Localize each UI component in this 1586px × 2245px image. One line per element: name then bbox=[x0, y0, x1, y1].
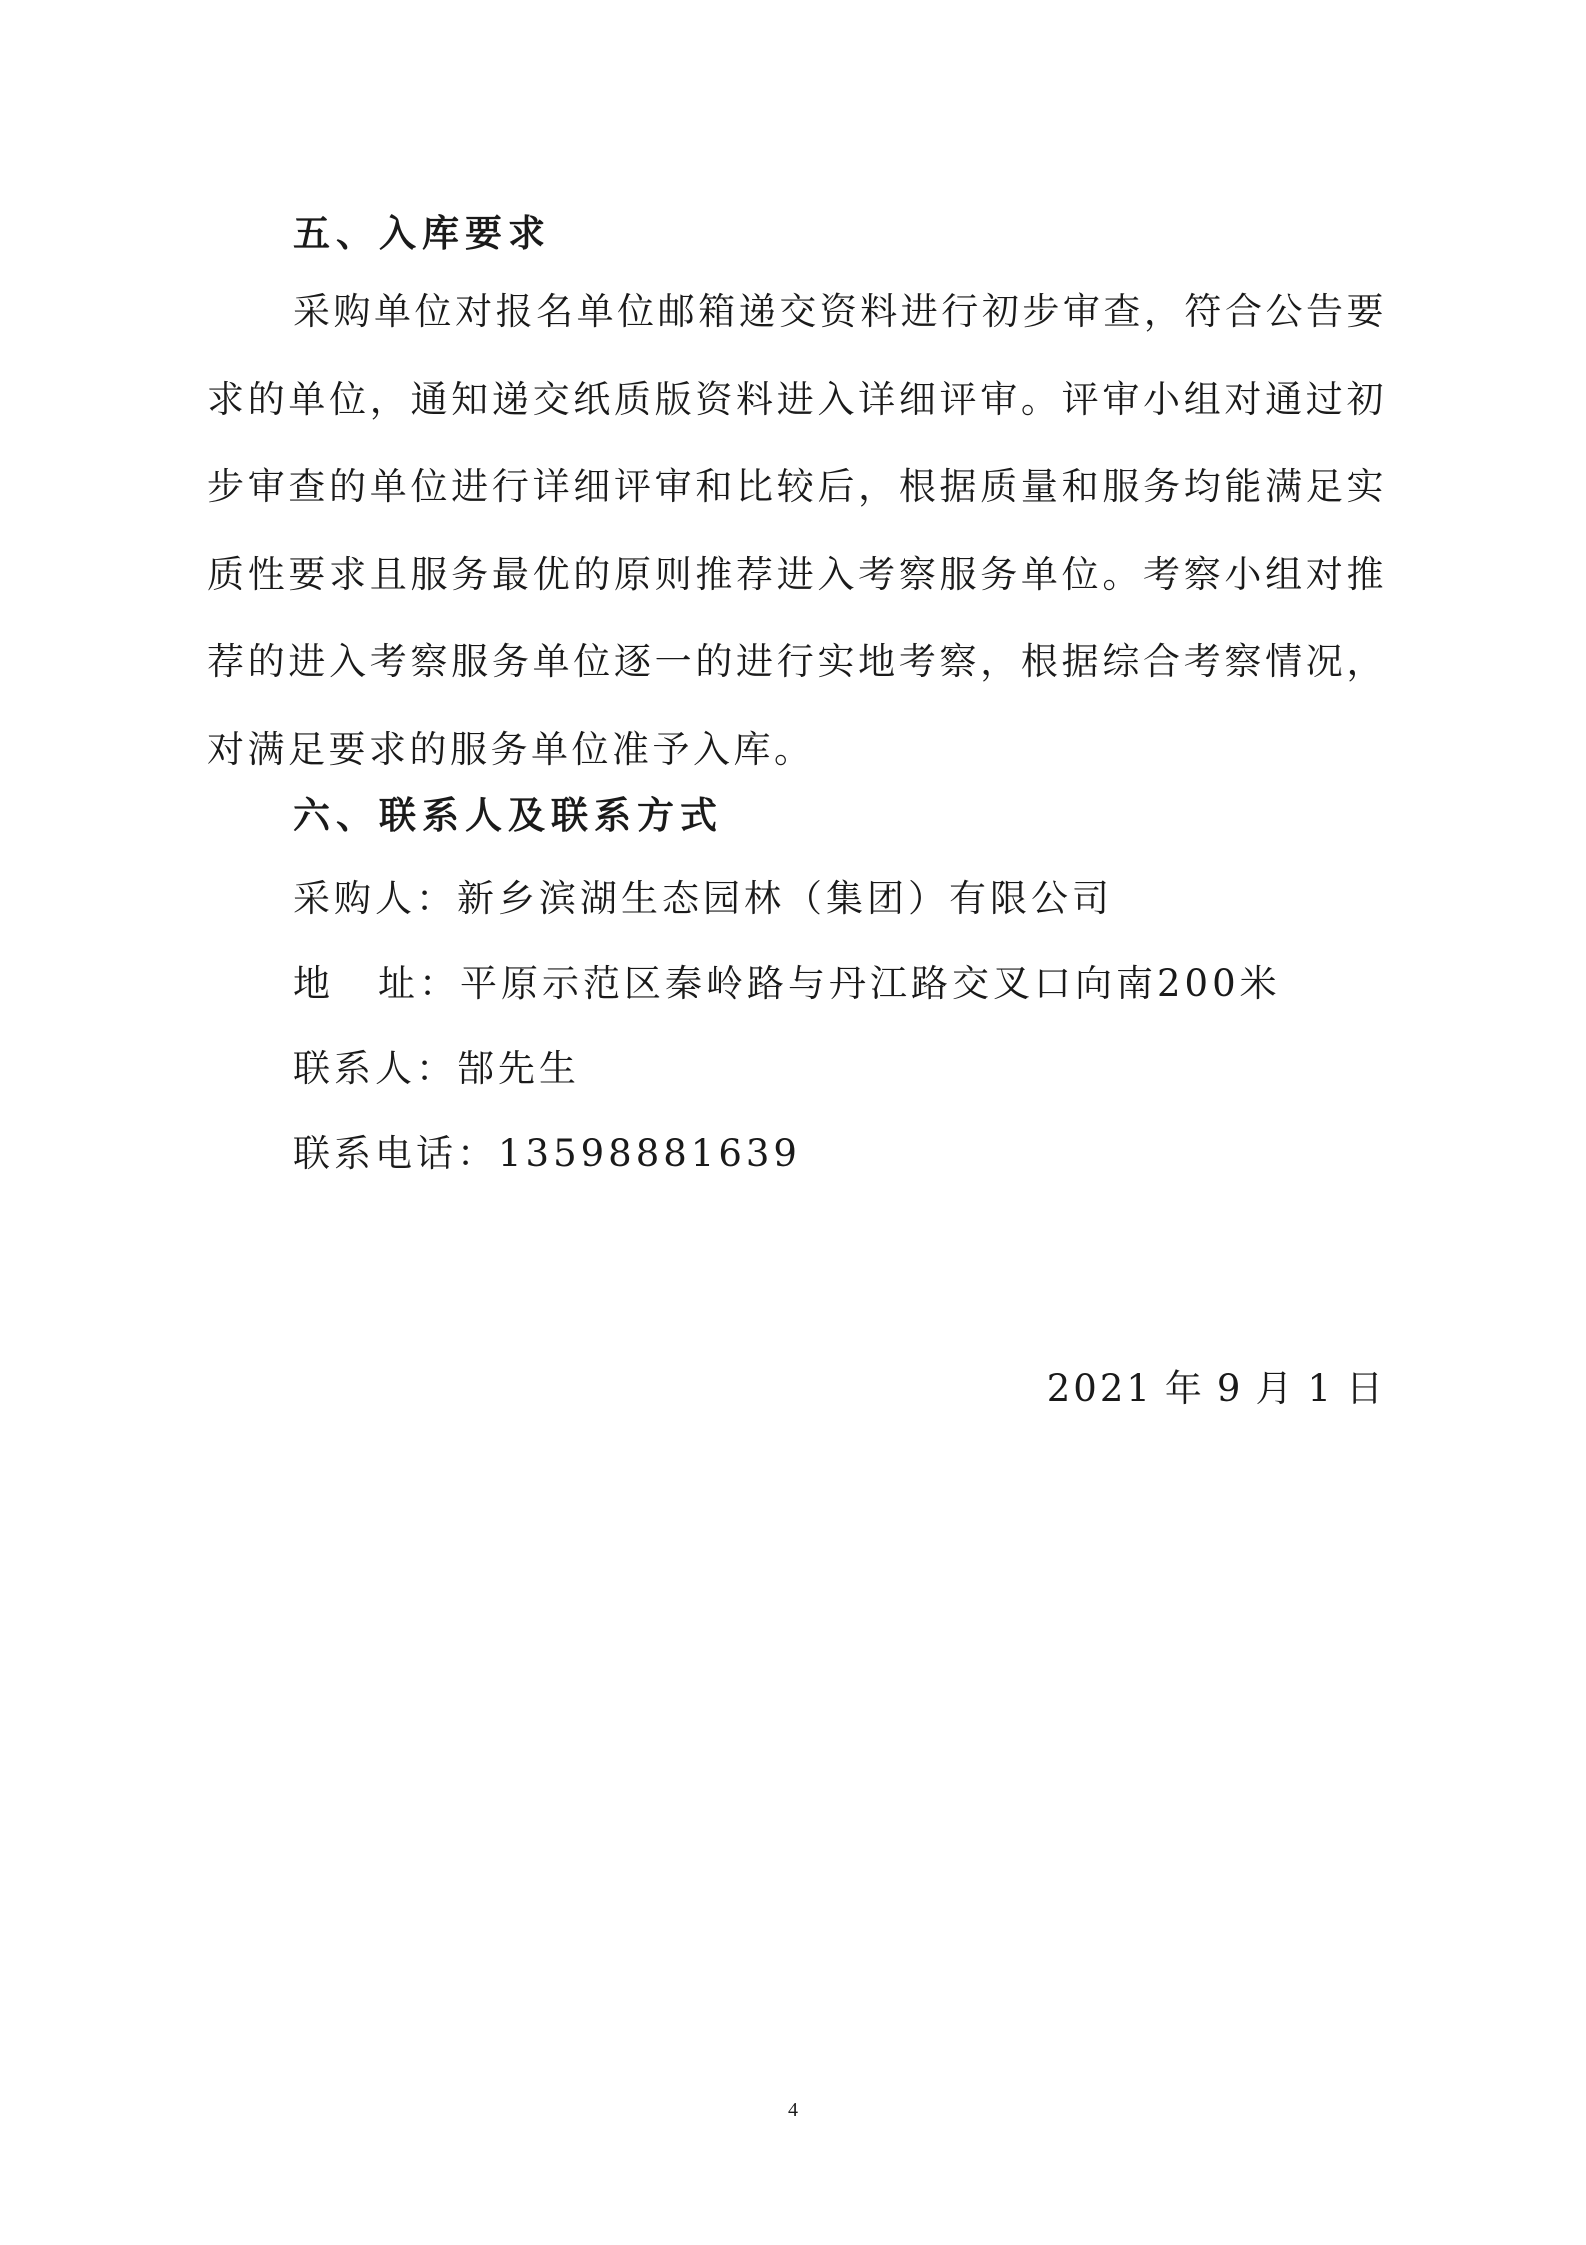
address-label-part-b: 址： bbox=[378, 962, 460, 1005]
address-label bbox=[293, 962, 460, 1005]
purchaser-label: 采购人： bbox=[293, 877, 457, 920]
phone-value: 13598881639 bbox=[498, 1132, 801, 1175]
address-line bbox=[293, 962, 1281, 1005]
purchaser-value: 新乡滨湖生态园林（集团）有限公司 bbox=[457, 877, 1113, 920]
date-day-unit: 日 bbox=[1346, 1367, 1386, 1410]
contact-person-value: 郜先生 bbox=[457, 1047, 580, 1090]
page-number: 4 bbox=[788, 2099, 798, 2121]
date-year: 2021 bbox=[1046, 1367, 1153, 1410]
section-heading-requirements: 五、入库要求 bbox=[293, 211, 551, 255]
address-label-part-a: 地 bbox=[293, 962, 334, 1005]
document-date bbox=[1046, 1367, 1386, 1410]
section-heading-contacts: 六、联系人及联系方式 bbox=[293, 793, 723, 837]
date-month: 9 bbox=[1216, 1367, 1244, 1410]
date-month-unit: 月 bbox=[1255, 1367, 1296, 1410]
phone-line bbox=[293, 1132, 801, 1175]
contact-person-line bbox=[293, 1047, 580, 1090]
phone-label: 联系电话： bbox=[293, 1132, 498, 1175]
purchaser-line bbox=[293, 877, 1113, 920]
date-year-unit: 年 bbox=[1164, 1367, 1205, 1410]
address-value: 平原示范区秦岭路与丹江路交叉口向南200米 bbox=[460, 962, 1281, 1005]
contact-person-label: 联系人： bbox=[293, 1047, 457, 1090]
requirements-paragraph: 采购单位对报名单位邮箱递交资料进行初步审查，符合公告要求的单位，通知递交纸质版资料进入详细评审。评审小组对通过初步审查的单位进行详细评审和比较后，根据质量和服务均能满足实质性要求且服务最优的原则推荐进入考察服务单位。考察小组对推荐的进入考察服务单位逐一的进行实地考察，根据综合考察情况，对满足要求的服务单位准予入库。 bbox=[207, 290, 1387, 771]
date-day: 1 bbox=[1307, 1367, 1334, 1410]
